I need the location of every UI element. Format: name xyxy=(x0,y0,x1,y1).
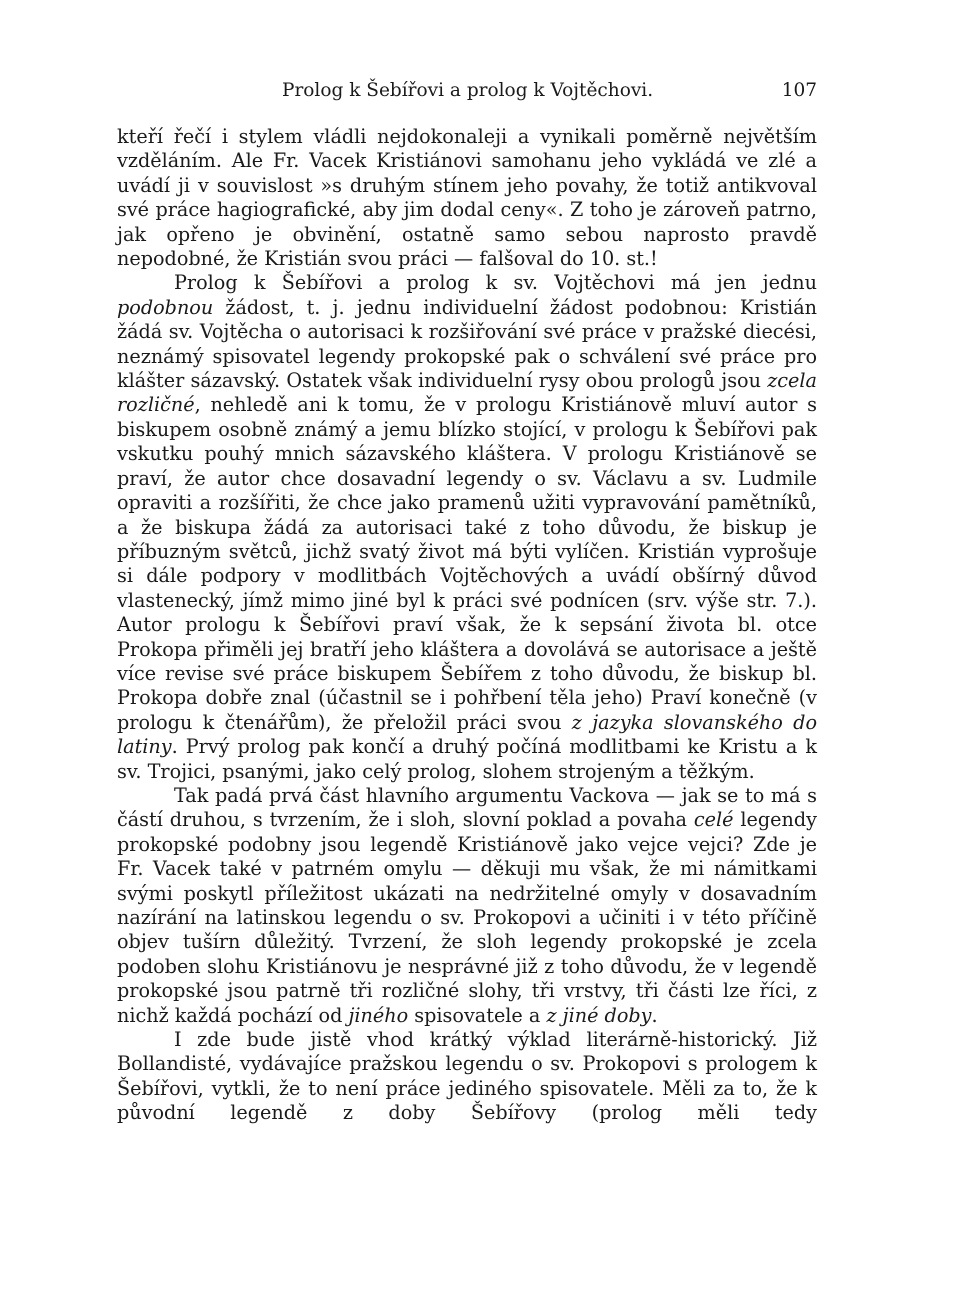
page-number: 107 xyxy=(781,80,817,101)
running-title: Prolog k Šebířovi a prolog k Vojtěchovi. xyxy=(282,80,654,101)
body-text xyxy=(117,125,817,1126)
text-run: . xyxy=(651,1003,658,1027)
text-run: žádost, t. j. jednu individuelní žádost podobnou: Kristián žádá sv. Vojtěcha o autorisaci k rozšiřování své práce v pražské diecési, neznámý spisovatel legendy prokopské pak o schválení své práce pro klášter sázavský. Ostatek však individuelní rysy obou prologů jsou xyxy=(117,295,817,393)
italic-run: z jazyka slovanského do latiny xyxy=(117,710,817,759)
text-run: Prolog k Šebířovi a prolog k sv. Vojtěchovi má jen jednu xyxy=(174,271,817,295)
italic-run: celé xyxy=(693,808,734,832)
italic-run: zcela rozličné xyxy=(117,369,817,417)
text-run: legendy prokopské podobny jsou legendě Kristiánově jako vejce vejci? Zde je Fr. Vacek také v patrném omylu — děkuji mu však, že mi námitkami svými poskytl příležitost ukázati na nedržitelné omyly v dosavadním nazírání na latinskou legendu o sv. Prokopovi a učiniti i v této příčině objev tušírn důležitý. Tvrzení, že sloh legendy prokopské je zcela podoben slohu Kristiánovu je nesprávné již z toho důvodu, že v legendě prokopské jsou patrně tři rozličné slohy, tři vrstvy, tři části lze říci, z nichž každá pochází od xyxy=(117,808,817,1027)
italic-run: jiného xyxy=(348,1003,409,1027)
book-page xyxy=(117,76,817,1126)
page-header xyxy=(117,76,817,106)
text-run: . Prvý prolog pak končí a druhý počíná modlitbami ke Kristu a k sv. Trojici, psanými, jako celý prolog, slohem strojeným a těžkým. xyxy=(117,735,817,783)
paragraph-2 xyxy=(117,271,817,784)
text-run: I zde bude jistě vhod krátký výklad literárně-historický. Již Bollandisté, vydávajíce pražskou legendu o sv. Prokopovi s prologem k Šebířovi, vytkli, že to není práce jediného spisovatele. Měli za to, že k původní legendě z doby Šebířovy (prolog měli tedy xyxy=(117,1028,817,1125)
paragraph-3 xyxy=(117,784,817,1028)
italic-run: z jiné doby xyxy=(546,1003,652,1027)
text-run: , nehledě ani k tomu, že v prologu Kristiánově mluví autor s biskupem osobně známý a jemu blízko stojící, v prologu k Šebířovi pak vskutku pouhý mnich sázavského kláštera. V prologu Kristiánově se praví, že autor chce dosavadní legendy o sv. Václavu a sv. Ludmile opraviti a rozšířiti, že chce jako pramenů užiti vypravování pamětníků, a že biskupa žádá za autorisaci také z toho důvodu, že biskup je příbuzným světců, jichž svatý život má býti vylíčen. Kristián vyprošuje si dále podpory v modlitbách Vojtěchových a uvádí obšírný důvod vlastenecký, jímž mimo jiné byl k práci své podnícen (srv. výše str. 7.). Autor prologu k Šebířovi praví však, že k sepsání života bl. otce Prokopa přiměli jej bratří jeho kláštera a dovolává se autorisace a ještě více revise své práce biskupem Šebířem z toho důvodu, že biskup bl. Prokopa dobře znal (účastnil se i pohřbení těla jeho) Praví konečně (v prologu k čtenářům), že přeložil práci svou xyxy=(117,393,817,734)
paragraph-1 xyxy=(117,125,817,271)
paragraph-4 xyxy=(117,1028,817,1126)
text-run: kteří řečí i stylem vládli nejdokonaleji a vynikali poměrně největším vzděláním. Ale Fr. Vacek Kristiánovi samohanu jeho vykládá ve zlé a uvádí ji v souvislost »s druhým stínem jeho povahy, že totiž antikvoval své práce hagiografické, aby jim dodal ceny«. Z toho je zároveň patrno, jak opřeno je obvinění, ostatně samo sebou naprosto pravdě nepodobné, že Kristián svou práci — falšoval do 10. st.! xyxy=(117,125,817,271)
italic-run: podobnou xyxy=(117,295,214,319)
text-run: spisovatele a xyxy=(408,1003,547,1027)
text-run: Tak padá prvá část hlavního argumentu Vackova — jak se to má s částí druhou, s tvrzením, že i sloh, slovní poklad a povaha xyxy=(117,783,817,832)
